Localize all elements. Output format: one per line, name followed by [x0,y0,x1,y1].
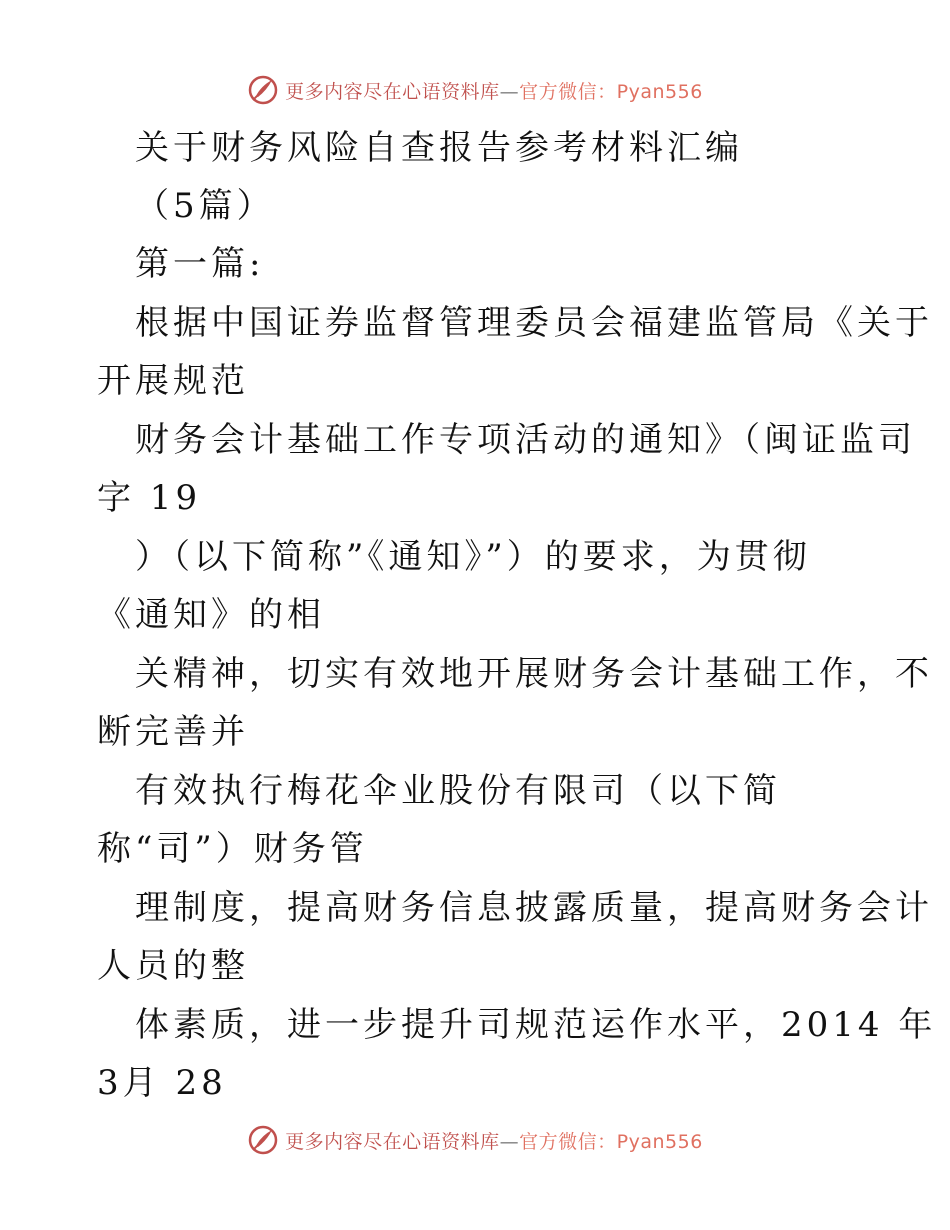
paragraph-line: 体素质，进一步提升司规范运作水平，2014 年 [135,1005,937,1045]
paragraph-line: ）（以下简称”《通知》”）的要求，为贯彻 [135,537,811,577]
banner-text [285,77,703,104]
paragraph-line: 有效执行梅花伞业股份有限司（以下简 [135,771,781,811]
paragraph-line: 关精神，切实有效地开展财务会计基础工作，不 [135,654,933,694]
paragraph-line: 根据中国证券监督管理委员会福建监管局《关于 [135,303,933,343]
paragraph-line: 人员的整 [97,946,249,986]
document-subtitle: （5篇） [135,186,275,226]
paragraph-line: 断完善并 [97,712,249,752]
banner-main-text: 更多内容尽在心语资料库 [285,80,500,103]
section-heading: 第一篇: [135,244,265,284]
banner-wechat-text: 官方微信：Pyan556 [519,80,703,103]
document-title: 关于财务风险自查报告参考材料汇编 [135,128,743,168]
footer-watermark-banner [0,1120,950,1160]
banner-separator: — [499,80,520,103]
paragraph-line: 字 19 [97,478,202,518]
paragraph-line: 3月 28 [97,1063,227,1103]
banner-separator: — [499,1130,520,1153]
paragraph-line: 理制度，提高财务信息披露质量，提高财务会计 [135,888,933,928]
paragraph-line: 《通知》的相 [97,595,325,635]
banner-wechat-text: 官方微信：Pyan556 [519,1130,703,1153]
header-watermark-banner [0,70,950,110]
quill-logo-icon [247,1124,279,1156]
banner-text [285,1127,703,1154]
paragraph-line: 财务会计基础工作专项活动的通知》（闽证监司 [135,420,916,460]
banner-main-text: 更多内容尽在心语资料库 [285,1130,500,1153]
paragraph-line: 开展规范 [97,361,249,401]
paragraph-line: 称“司”）财务管 [97,829,368,869]
quill-logo-icon [247,74,279,106]
